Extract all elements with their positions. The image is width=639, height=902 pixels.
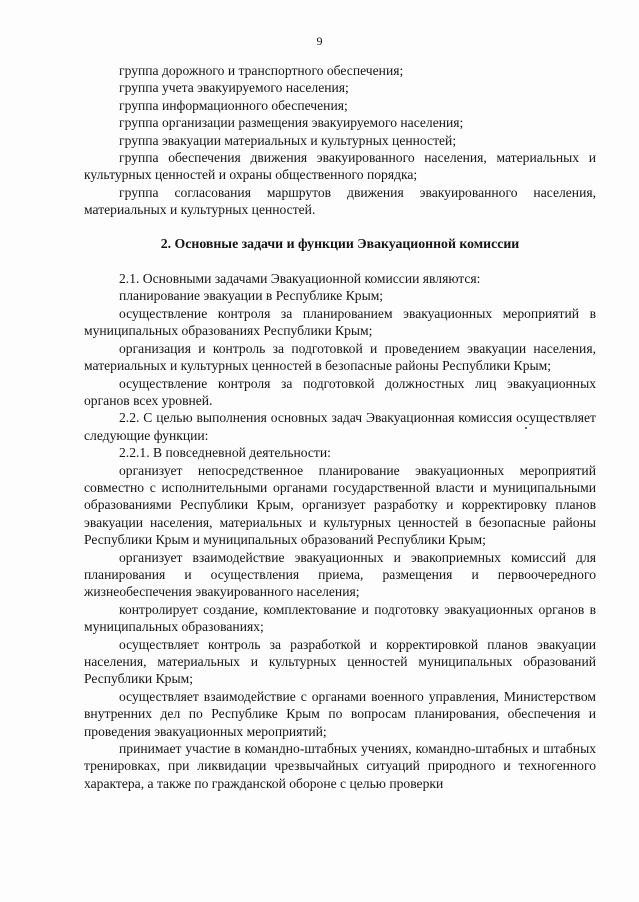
list-item: группа обеспечения движения эвакуированного населения, материальных и культурных ценностей и охраны общественного порядка;: [84, 150, 596, 183]
paragraph: планирование эвакуации в Республике Крым;: [119, 288, 384, 304]
paragraph: организует взаимодействие эвакуационных и эвакоприемных комиссий для планирования и осуществления приема, размещения и первоочередного жизнеобеспечения эвакуированного населения;: [84, 549, 596, 600]
list-item: группа учета эвакуируемого населения;: [119, 80, 349, 96]
document-body: [84, 62, 596, 792]
paragraph: осуществление контроля за подготовкой должностных лиц эвакуационных органов всех уровней.: [84, 375, 596, 408]
list-item: группа дорожного и транспортного обеспечения;: [119, 63, 404, 78]
paragraph: 2.2. С целью выполнения основных задач Эвакуационная комиссия осуществляет следующие функции:: [84, 410, 596, 443]
list-item: группа организации размещения эвакуируемого населения;: [119, 115, 464, 131]
section-heading: 2. Основные задачи и функции Эвакуационной комиссии: [160, 235, 520, 251]
list-item: группа согласования маршрутов движения эвакуированного населения, материальных и культурных ценностей.: [84, 184, 596, 218]
page-number: 9: [316, 34, 323, 48]
paragraph: организует непосредственное планирование эвакуационных мероприятий совместно с исполнительными органами государственной власти и муниципальными образованиями Республики Крым, организует разработку и корректировку планов эвакуации населения, материальных и культурных ценностей в безопасные районы Республики Крым и муниципальных образований Республики Крым;: [84, 462, 596, 548]
paragraph: осуществляет взаимодействие с органами военного управления, Министерством внутренних дел по Республике Крым по вопросам планирования, обеспечения и проведения эвакуационных мероприятий;: [84, 688, 596, 739]
paragraph: осуществляет контроль за разработкой и корректировкой планов эвакуации населения, материальных и культурных ценностей муниципальных образований Республики Крым;: [84, 636, 596, 687]
paragraph: 2.1. Основными задачами Эвакуационной комиссии являются:: [119, 271, 481, 287]
paragraph: контролирует создание, комплектование и подготовку эвакуационных органов в муниципальных образованиях;: [84, 601, 596, 635]
paragraph: осуществление контроля за планированием эвакуационных мероприятий в муниципальных образованиях Республики Крым;: [84, 305, 596, 339]
paragraph: организация и контроль за подготовкой и проведением эвакуации населения, материальных и культурных ценностей в безопасные районы Республики Крым;: [84, 340, 596, 374]
paragraph: 2.2.1. В повседневной деятельности:: [119, 445, 331, 461]
scan-speck: [525, 427, 527, 429]
list-item: группа эвакуации материальных и культурных ценностей;: [119, 132, 457, 148]
list-item: группа информационного обеспечения;: [119, 97, 348, 113]
paragraph: принимает участие в командно-штабных учениях, командно-штабных и штабных тренировках, при ликвидации чрезвычайных ситуаций природного и техногенного характера, а также по гражданской обороне с целью проверки: [84, 741, 596, 791]
